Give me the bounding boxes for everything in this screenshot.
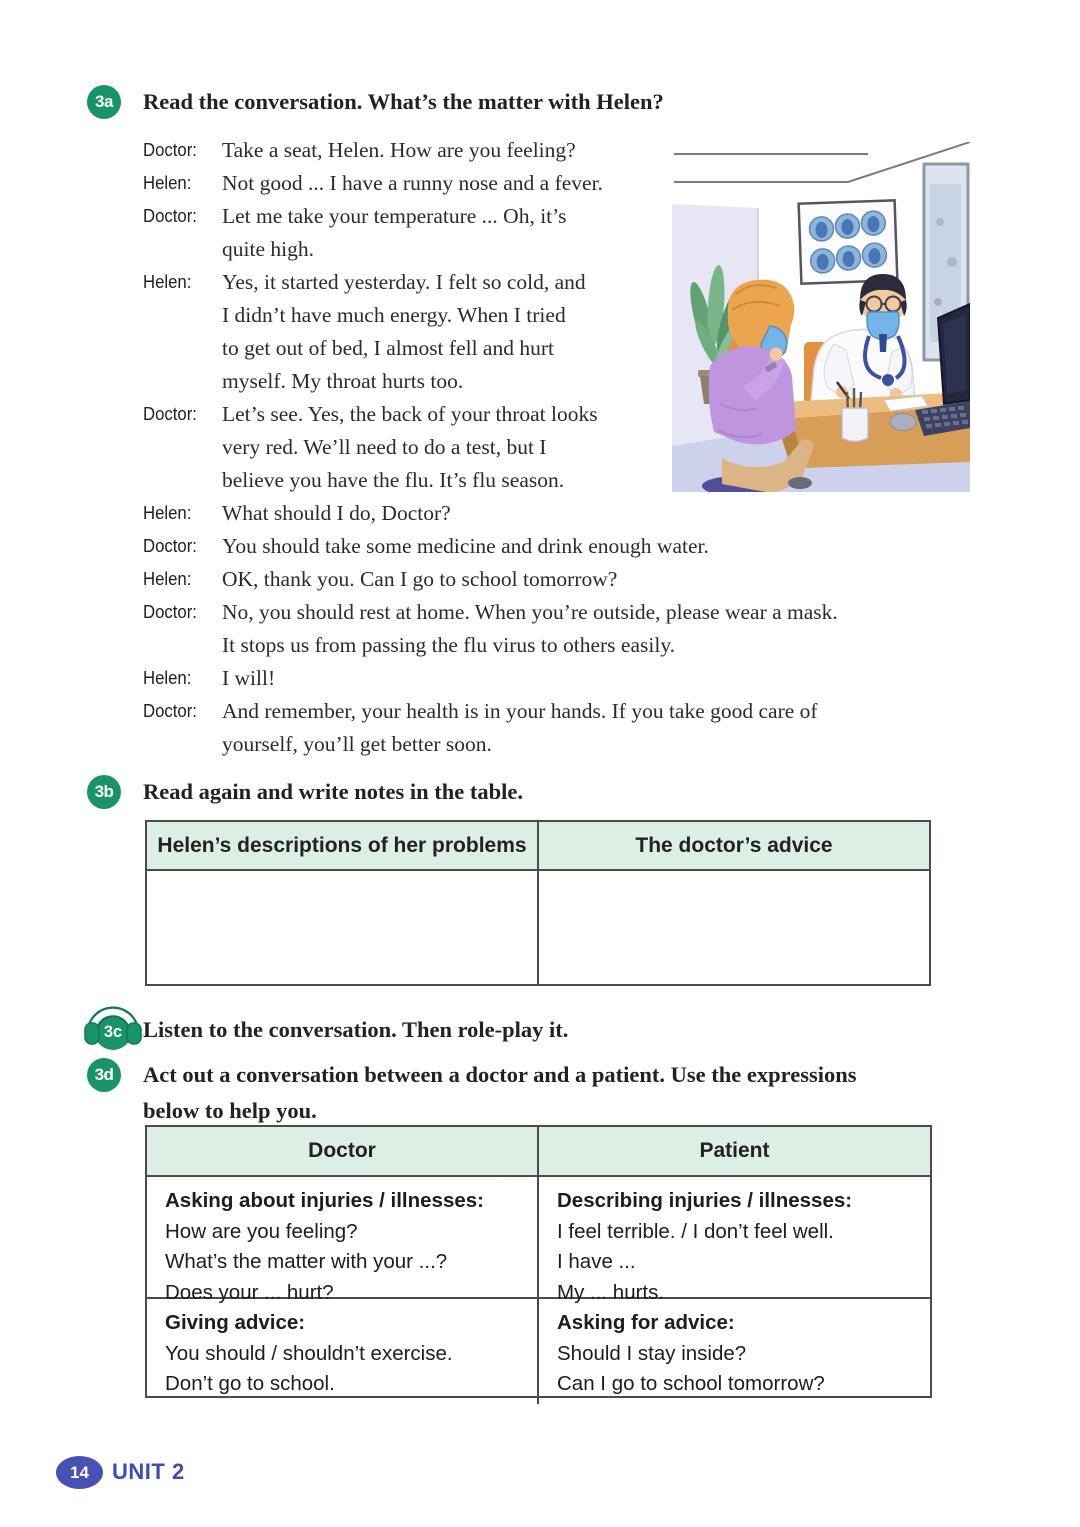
dialogue-text: quite high. (222, 237, 314, 261)
phrase-line: You should / shouldn’t exercise. (165, 1341, 453, 1365)
phrase-line: Should I stay inside? (557, 1341, 747, 1365)
dialogue-text: What should I do, Doctor? (222, 501, 451, 525)
dialogue-text: to get out of bed, I almost fell and hurt (222, 336, 554, 360)
dialogue-line (143, 629, 963, 662)
dialogue-line (143, 233, 963, 266)
speaker-label (143, 629, 216, 662)
dialogue-line (143, 365, 963, 398)
dialogue-text: I will! (222, 666, 276, 690)
speaker-label: Doctor: (143, 140, 197, 160)
dialogue-line (143, 497, 963, 530)
dialogue-text: Take a seat, Helen. How are you feeling? (222, 138, 576, 162)
speaker-label: Doctor: (143, 206, 197, 226)
notes-table-header-advice: The doctor’s advice (539, 822, 929, 871)
headphones-icon (84, 1000, 142, 1054)
dialogue-line (143, 728, 963, 761)
patient-asking-advice-cell (539, 1299, 930, 1404)
phrase-line: I have ... (557, 1250, 636, 1273)
section-3d-title (143, 1057, 1003, 1128)
dialogue-line (143, 695, 963, 728)
dialogue-text: Let’s see. Yes, the back of your throat looks (222, 402, 598, 426)
dialogue-line (143, 167, 963, 200)
phrase-line: My ... hurts. (557, 1280, 665, 1304)
speaker-label: Helen: (143, 668, 192, 688)
dialogue-line (143, 134, 963, 167)
dialogue-line (143, 431, 963, 464)
notes-cell-problems[interactable] (147, 871, 539, 984)
doctor-asking-cell (147, 1177, 539, 1304)
dialogue-line (143, 563, 963, 596)
dialogue-text: Not good ... I have a runny nose and a fever. (222, 171, 603, 195)
section-3d-badge: 3d (87, 1058, 121, 1092)
dialogue-line (143, 299, 963, 332)
section-3b-title: Read again and write notes in the table. (143, 779, 524, 804)
section-3a-badge: 3a (87, 85, 121, 119)
unit-label: UNIT 2 (112, 1459, 185, 1484)
speaker-label: Helen: (143, 272, 192, 292)
dialogue-text: myself. My throat hurts too. (222, 369, 464, 393)
speaker-label (143, 728, 216, 761)
phrase-heading: Giving advice: (165, 1311, 306, 1334)
phrase-line: Can I go to school tomorrow? (557, 1372, 825, 1395)
speaker-label: Doctor: (143, 404, 197, 424)
expressions-header-patient: Patient (539, 1127, 930, 1177)
phrase-heading: Describing injuries / illnesses: (557, 1189, 853, 1212)
notes-table-header-problems: Helen’s descriptions of her problems (147, 822, 539, 871)
page-number-badge: 14 (56, 1456, 103, 1489)
dialogue-line (143, 530, 963, 563)
section-3c-title: Listen to the conversation. Then role-play it. (143, 1017, 569, 1042)
dialogue-text: And remember, your health is in your hands. If you take good care of (222, 699, 818, 723)
speaker-label (143, 431, 216, 464)
speaker-label: Helen: (143, 569, 192, 589)
speaker-label (143, 332, 216, 365)
dialogue-text: I didn’t have much energy. When I tried (222, 303, 566, 327)
dialogue-line (143, 200, 963, 233)
speaker-label (143, 464, 216, 497)
dialogue-text: No, you should rest at home. When you’re outside, please wear a mask. (222, 600, 838, 624)
section-3a-title: Read the conversation. What’s the matter with Helen? (143, 89, 664, 114)
phrase-heading: Asking for advice: (557, 1311, 735, 1334)
section-3b-badge: 3b (87, 775, 121, 809)
dialogue-line (143, 596, 963, 629)
conversation (143, 134, 963, 761)
expressions-table (145, 1125, 932, 1398)
dialogue-line (143, 464, 963, 497)
dialogue-text: It stops us from passing the flu virus to others easily. (222, 633, 676, 657)
section-3c-badge: 3c (103, 1023, 123, 1041)
phrase-line: Don’t go to school. (165, 1372, 335, 1395)
expressions-header-doctor: Doctor (147, 1127, 539, 1177)
notes-table (145, 820, 931, 986)
dialogue-text: OK, thank you. Can I go to school tomorrow? (222, 567, 618, 591)
speaker-label: Doctor: (143, 602, 197, 622)
phrase-line: Does your ... hurt? (165, 1280, 334, 1304)
dialogue-line (143, 398, 963, 431)
speaker-label: Helen: (143, 173, 192, 193)
dialogue-text: very red. We’ll need to do a test, but I (222, 435, 547, 459)
section-3d-title-line1: Act out a conversation between a doctor and a patient. Use the expressions (143, 1062, 857, 1087)
dialogue-line (143, 332, 963, 365)
dialogue-line (143, 266, 963, 299)
doctor-advice-cell (147, 1299, 539, 1404)
phrase-line: How are you feeling? (165, 1219, 358, 1243)
section-3d-title-line2: below to help you. (143, 1097, 317, 1123)
speaker-label: Doctor: (143, 536, 197, 556)
dialogue-text: Yes, it started yesterday. I felt so cold, and (222, 270, 586, 294)
dialogue-text: You should take some medicine and drink enough water. (222, 534, 709, 558)
notes-cell-advice[interactable] (539, 871, 929, 984)
patient-describing-cell (539, 1177, 930, 1304)
speaker-label (143, 233, 216, 266)
phrase-line: I feel terrible. / I don’t feel well. (557, 1219, 834, 1243)
speaker-label: Doctor: (143, 701, 197, 721)
dialogue-text: Let me take your temperature ... Oh, it’s (222, 204, 567, 228)
phrase-line: What’s the matter with your ...? (165, 1250, 448, 1273)
dialogue-text: yourself, you’ll get better soon. (222, 732, 492, 756)
speaker-label (143, 299, 216, 332)
dialogue-text: believe you have the flu. It’s flu season. (222, 468, 565, 492)
speaker-label: Helen: (143, 503, 192, 523)
phrase-heading: Asking about injuries / illnesses: (165, 1189, 484, 1212)
dialogue-line (143, 662, 963, 695)
speaker-label (143, 365, 216, 398)
